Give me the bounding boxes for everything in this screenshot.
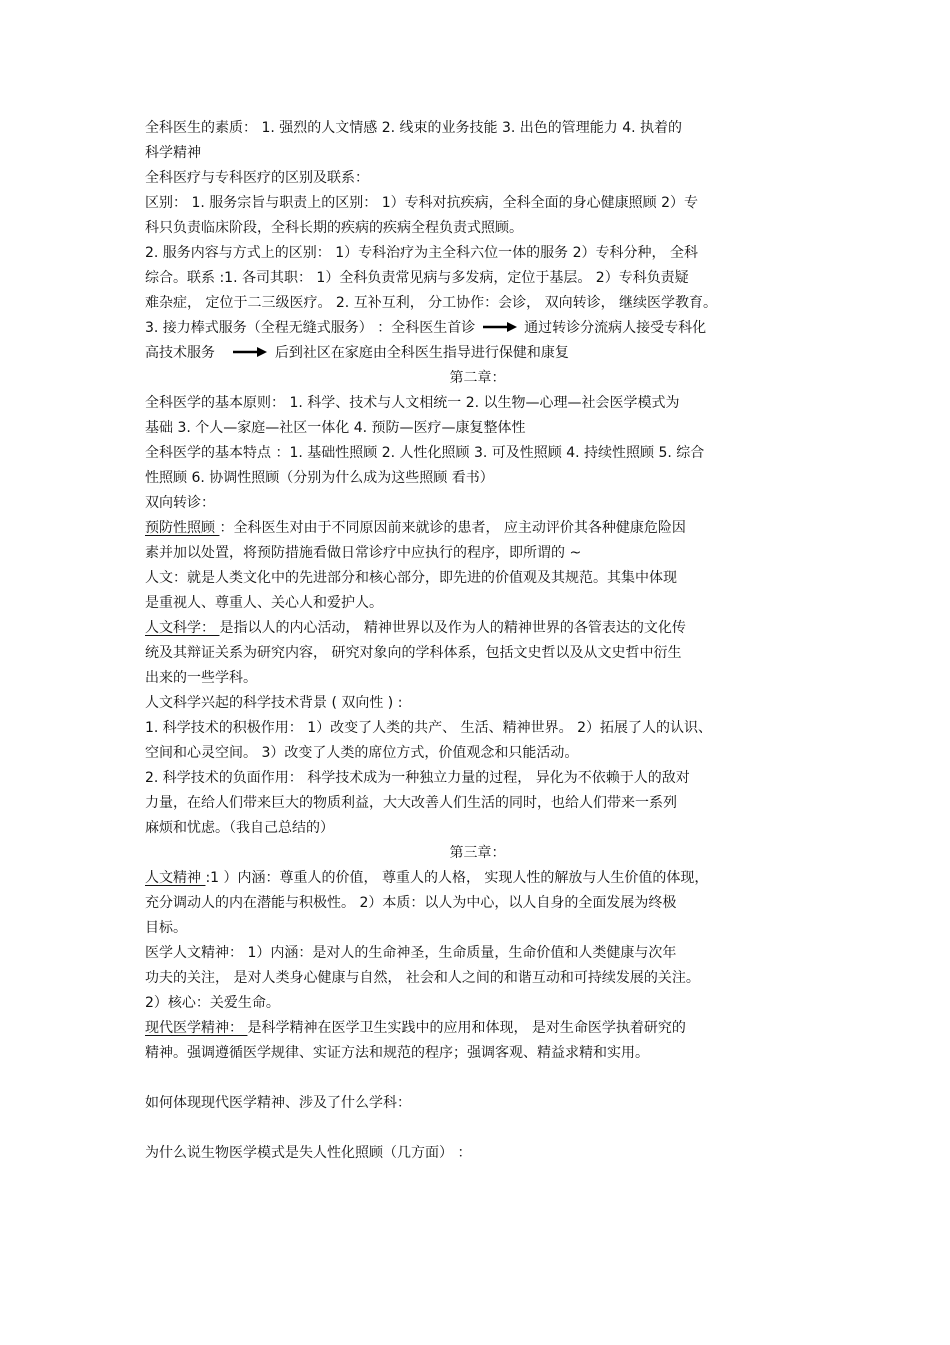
right-arrow-icon [483, 322, 517, 332]
text-line: 麻烦和忧虑。（我自己总结的） [145, 820, 334, 836]
text-line: 2）核心：关爱生命。 [145, 995, 280, 1011]
text-line: 性照顾 6. 协调性照顾（分别为什么成为这些照顾 看书） [145, 470, 494, 486]
term-underlined: 现代医学精神： [145, 1020, 248, 1036]
text-line: 综合。联系 :1. 各司其职： 1）全科负责常见病与多发病，定位于基层。 2）专科负责疑 [145, 270, 689, 286]
text-segment: ：全科医生对由于不同原因前来就诊的患者， 应主动评价其各种健康危险因 [219, 520, 686, 536]
spacer [145, 1116, 810, 1141]
text-line: 目标。 [145, 920, 187, 936]
text-line: 2. 服务内容与方式上的区别： 1）专科治疗为主全科六位一体的服务 2）专科分种， 全科 [145, 245, 698, 261]
text-line [145, 866, 810, 891]
text-line [145, 616, 810, 641]
text-line: 双向转诊： [145, 495, 215, 511]
text-line: 人文：就是人类文化中的先进部分和核心部分，即先进的价值观及其规范。其集中体现 [145, 570, 677, 586]
text-line: 是重视人、尊重人、关心人和爱护人。 [145, 595, 383, 611]
text-line: 精神。强调遵循医学规律、实证方法和规范的程序；强调客观、精益求精和实用。 [145, 1045, 649, 1061]
text-line: 难杂症， 定位于二三级医疗。 2. 互补互利， 分工协作：会诊， 双向转诊， 继续医学教育。 [145, 295, 718, 311]
text-line: 素并加以处置，将预防措施看做日常诊疗中应执行的程序，即所谓的 ~ [145, 545, 582, 561]
text-line: 功夫的关注， 是对人类身心健康与自然， 社会和人之间的和谐互动和可持续发展的关注。 [145, 970, 700, 986]
text-line: 科学精神 [145, 145, 201, 161]
text-segment: 后到社区在家庭由全科医生指导进行保健和康复 [274, 345, 569, 361]
text-line: 出来的一些学科。 [145, 670, 257, 686]
text-line: 全科医疗与专科医疗的区别及联系： [145, 170, 369, 186]
chapter-heading: 第二章： [449, 370, 506, 386]
text-line: 全科医学的基本原则： 1. 科学、技术与人文相统一 2. 以生物—心理—社会医学模式为 [145, 395, 680, 411]
text-line [145, 316, 810, 341]
text-line [145, 1016, 810, 1041]
right-arrow-icon [233, 347, 267, 357]
text-line: 充分调动人的内在潜能与积极性。 2）本质：以人为中心，以人自身的全面发展为终极 [145, 895, 677, 911]
text-line: 2. 科学技术的负面作用： 科学技术成为一种独立力量的过程， 异化为不依赖于人的敌对 [145, 770, 690, 786]
question-line: 为什么说生物医学模式是失人性化照顾（几方面） ： [145, 1145, 472, 1161]
term-underlined: 预防性照顾 [145, 520, 220, 536]
text-line: 空间和心灵空间。 3）改变了人类的席位方式，价值观念和只能活动。 [145, 745, 579, 761]
question-line: 如何体现现代医学精神、涉及了什么学科： [145, 1095, 411, 1111]
text-line: 1. 科学技术的积极作用： 1）改变了人类的共产、 生活、精神世界。 2）拓展了人的认识、 [145, 720, 712, 736]
text-line: 科只负责临床阶段，全科长期的疾病的疾病全程负责式照顾。 [145, 220, 523, 236]
text-line: 医学人文精神： 1）内涵：是对人的生命神圣，生命质量，生命价值和人类健康与次年 [145, 945, 677, 961]
spacer [145, 1066, 810, 1091]
text-segment: 是指以人的内心活动， 精神世界以及作为人的精神世界的各管表达的文化传 [219, 620, 686, 636]
text-segment: 高技术服务 [145, 345, 215, 361]
text-line: 区别： 1. 服务宗旨与职责上的区别： 1）专科对抗疾病，全科全面的身心健康照顾 2）专 [145, 195, 698, 211]
text-line: 基础 3. 个人—家庭—社区一体化 4. 预防—医疗—康复整体性 [145, 420, 526, 436]
text-segment: 3. 接力棒式服务（全程无缝式服务） ：全科医生首诊 [145, 320, 476, 336]
chapter-heading: 第三章： [449, 845, 506, 861]
text-line: 全科医学的基本特点 ：1. 基础性照顾 2. 人性化照顾 3. 可及性照顾 4. 持续性照顾 5. 综合 [145, 445, 705, 461]
term-underlined: 人文精神 [145, 870, 206, 886]
text-line [145, 516, 810, 541]
text-line: 统及其辩证关系为研究内容， 研究对象向的学科体系，包括文史哲以及从文史哲中衍生 [145, 645, 682, 661]
text-line: 力量，在给人们带来巨大的物质利益，大大改善人们生活的同时，也给人们带来一系列 [145, 795, 677, 811]
text-segment: 通过转诊分流病人接受专科化 [524, 320, 707, 336]
text-line: 人文科学兴起的科学技术背景 ( 双向性 ) : [145, 695, 403, 711]
text-line [145, 341, 810, 366]
term-underlined: 人文科学： [145, 620, 220, 636]
document-page [145, 116, 810, 1166]
text-segment: :1 ）内涵：尊重人的价值， 尊重人的人格， 实现人性的解放与人生价值的体现， [205, 870, 709, 886]
text-line: 全科医生的素质： 1. 强烈的人文情感 2. 线束的业务技能 3. 出色的管理能力 4. 执着的 [145, 120, 683, 136]
text-segment: 是科学精神在医学卫生实践中的应用和体现， 是对生命医学执着研究的 [247, 1020, 686, 1036]
